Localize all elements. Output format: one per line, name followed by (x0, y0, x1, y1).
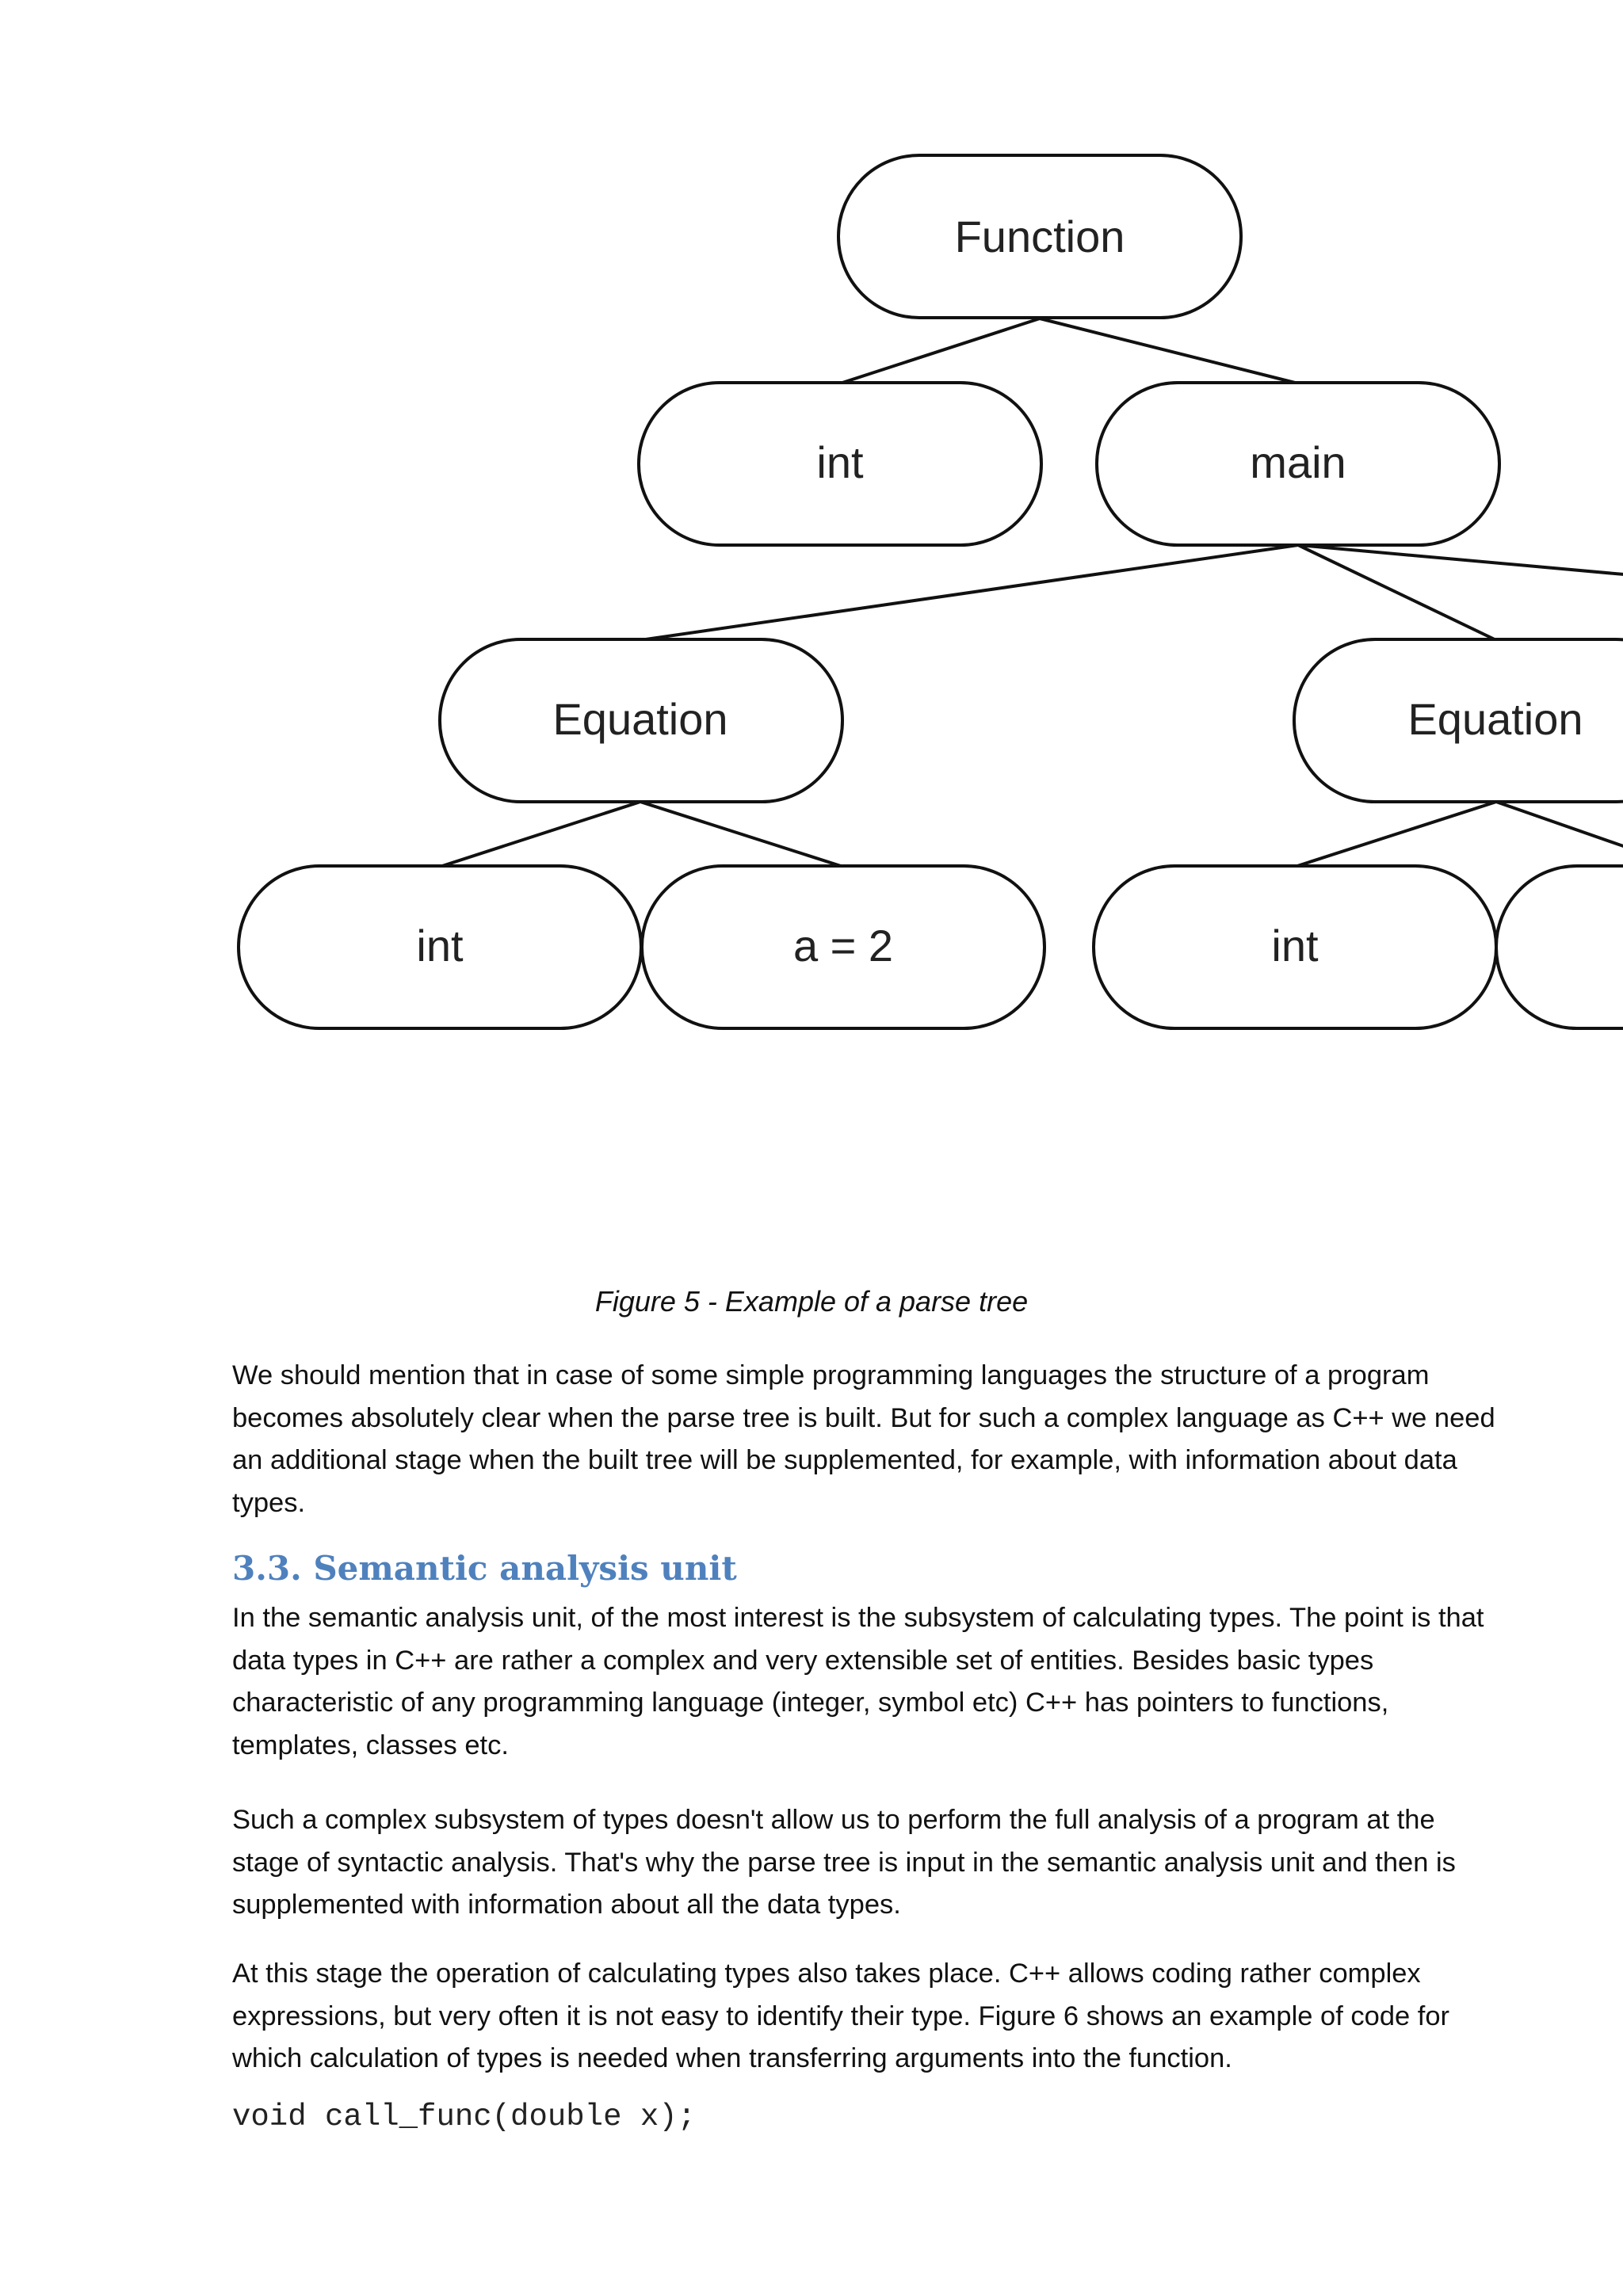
node-int-leaf-left-label: int (416, 921, 464, 971)
node-assign-label: a = 2 (792, 921, 894, 971)
text-line: becomes absolutely clear when the parse tree is built. But for such a complex language as C++ we need (232, 1402, 1495, 1433)
text-line: types. (232, 1487, 306, 1518)
node-int-leaf-right-label: int (1271, 921, 1319, 971)
edge-function-int (840, 318, 1040, 383)
node-int-label: int (816, 437, 864, 487)
text-line: In the semantic analysis unit, of the most interest is the subsystem of calculating types. The point is that (232, 1603, 1484, 1633)
paragraph-parse-tree (232, 1355, 1516, 1524)
text-line: Such a complex subsystem of types doesn't allow us to perform the full analysis of a program at the (232, 1805, 1435, 1835)
paragraph-semantic-unit (232, 1597, 1516, 1767)
edge-equation-assign (640, 802, 843, 867)
edge-function-main (1040, 318, 1298, 383)
text-line: data types in C++ are rather a complex and very extensible set of entities. Besides basic types (232, 1645, 1374, 1676)
text-line: supplemented with information about all the data types. (232, 1890, 901, 1920)
text-line: stage of syntactic analysis. That's why the parse tree is input in the semantic analysis unit and then is (232, 1847, 1456, 1878)
tree-nodes (239, 155, 1623, 1028)
parse-tree-figure (0, 0, 1623, 1054)
edge-equation-right-offpage (1496, 802, 1623, 849)
edge-equation-int (440, 802, 640, 867)
edge-main-equation-left (640, 545, 1298, 640)
text-line: We should mention that in case of some simple programming languages the structure of a program (232, 1360, 1430, 1390)
text-line: an additional stage when the built tree will be supplemented, for example, with information about data (232, 1445, 1457, 1475)
node-equation-left-label: Equation (552, 694, 728, 744)
parse-tree-diagram (0, 0, 1623, 1054)
node-equation-right-label: Equation (1407, 694, 1583, 744)
text-line: characteristic of any programming language (integer, symbol etc) C++ has pointers to functions, (232, 1688, 1389, 1718)
figure-caption: Figure 5 - Example of a parse tree (594, 1285, 1029, 1318)
node-offpage-leaf (1496, 866, 1623, 1028)
text-line: templates, classes etc. (232, 1730, 509, 1760)
text-line: expressions, but very often it is not easy to identify their type. Figure 6 shows an example of code for (232, 2000, 1450, 2031)
text-line: which calculation of types is needed when transferring arguments into the function. (232, 2043, 1232, 2073)
edge-equation-right-int (1295, 802, 1496, 867)
paragraph-calculating-types (232, 1953, 1516, 2081)
paragraph-type-subsystem (232, 1799, 1516, 1927)
node-function-label: Function (954, 212, 1125, 261)
edge-main-offpage (1298, 545, 1623, 575)
code-sample: void call_func(double x); (232, 2100, 697, 2134)
text-line: At this stage the operation of calculating types also takes place. C++ allows coding rather complex (232, 1958, 1421, 1989)
section-heading: 3.3. Semantic analysis unit (232, 1549, 737, 1588)
node-main-label: main (1250, 437, 1346, 487)
